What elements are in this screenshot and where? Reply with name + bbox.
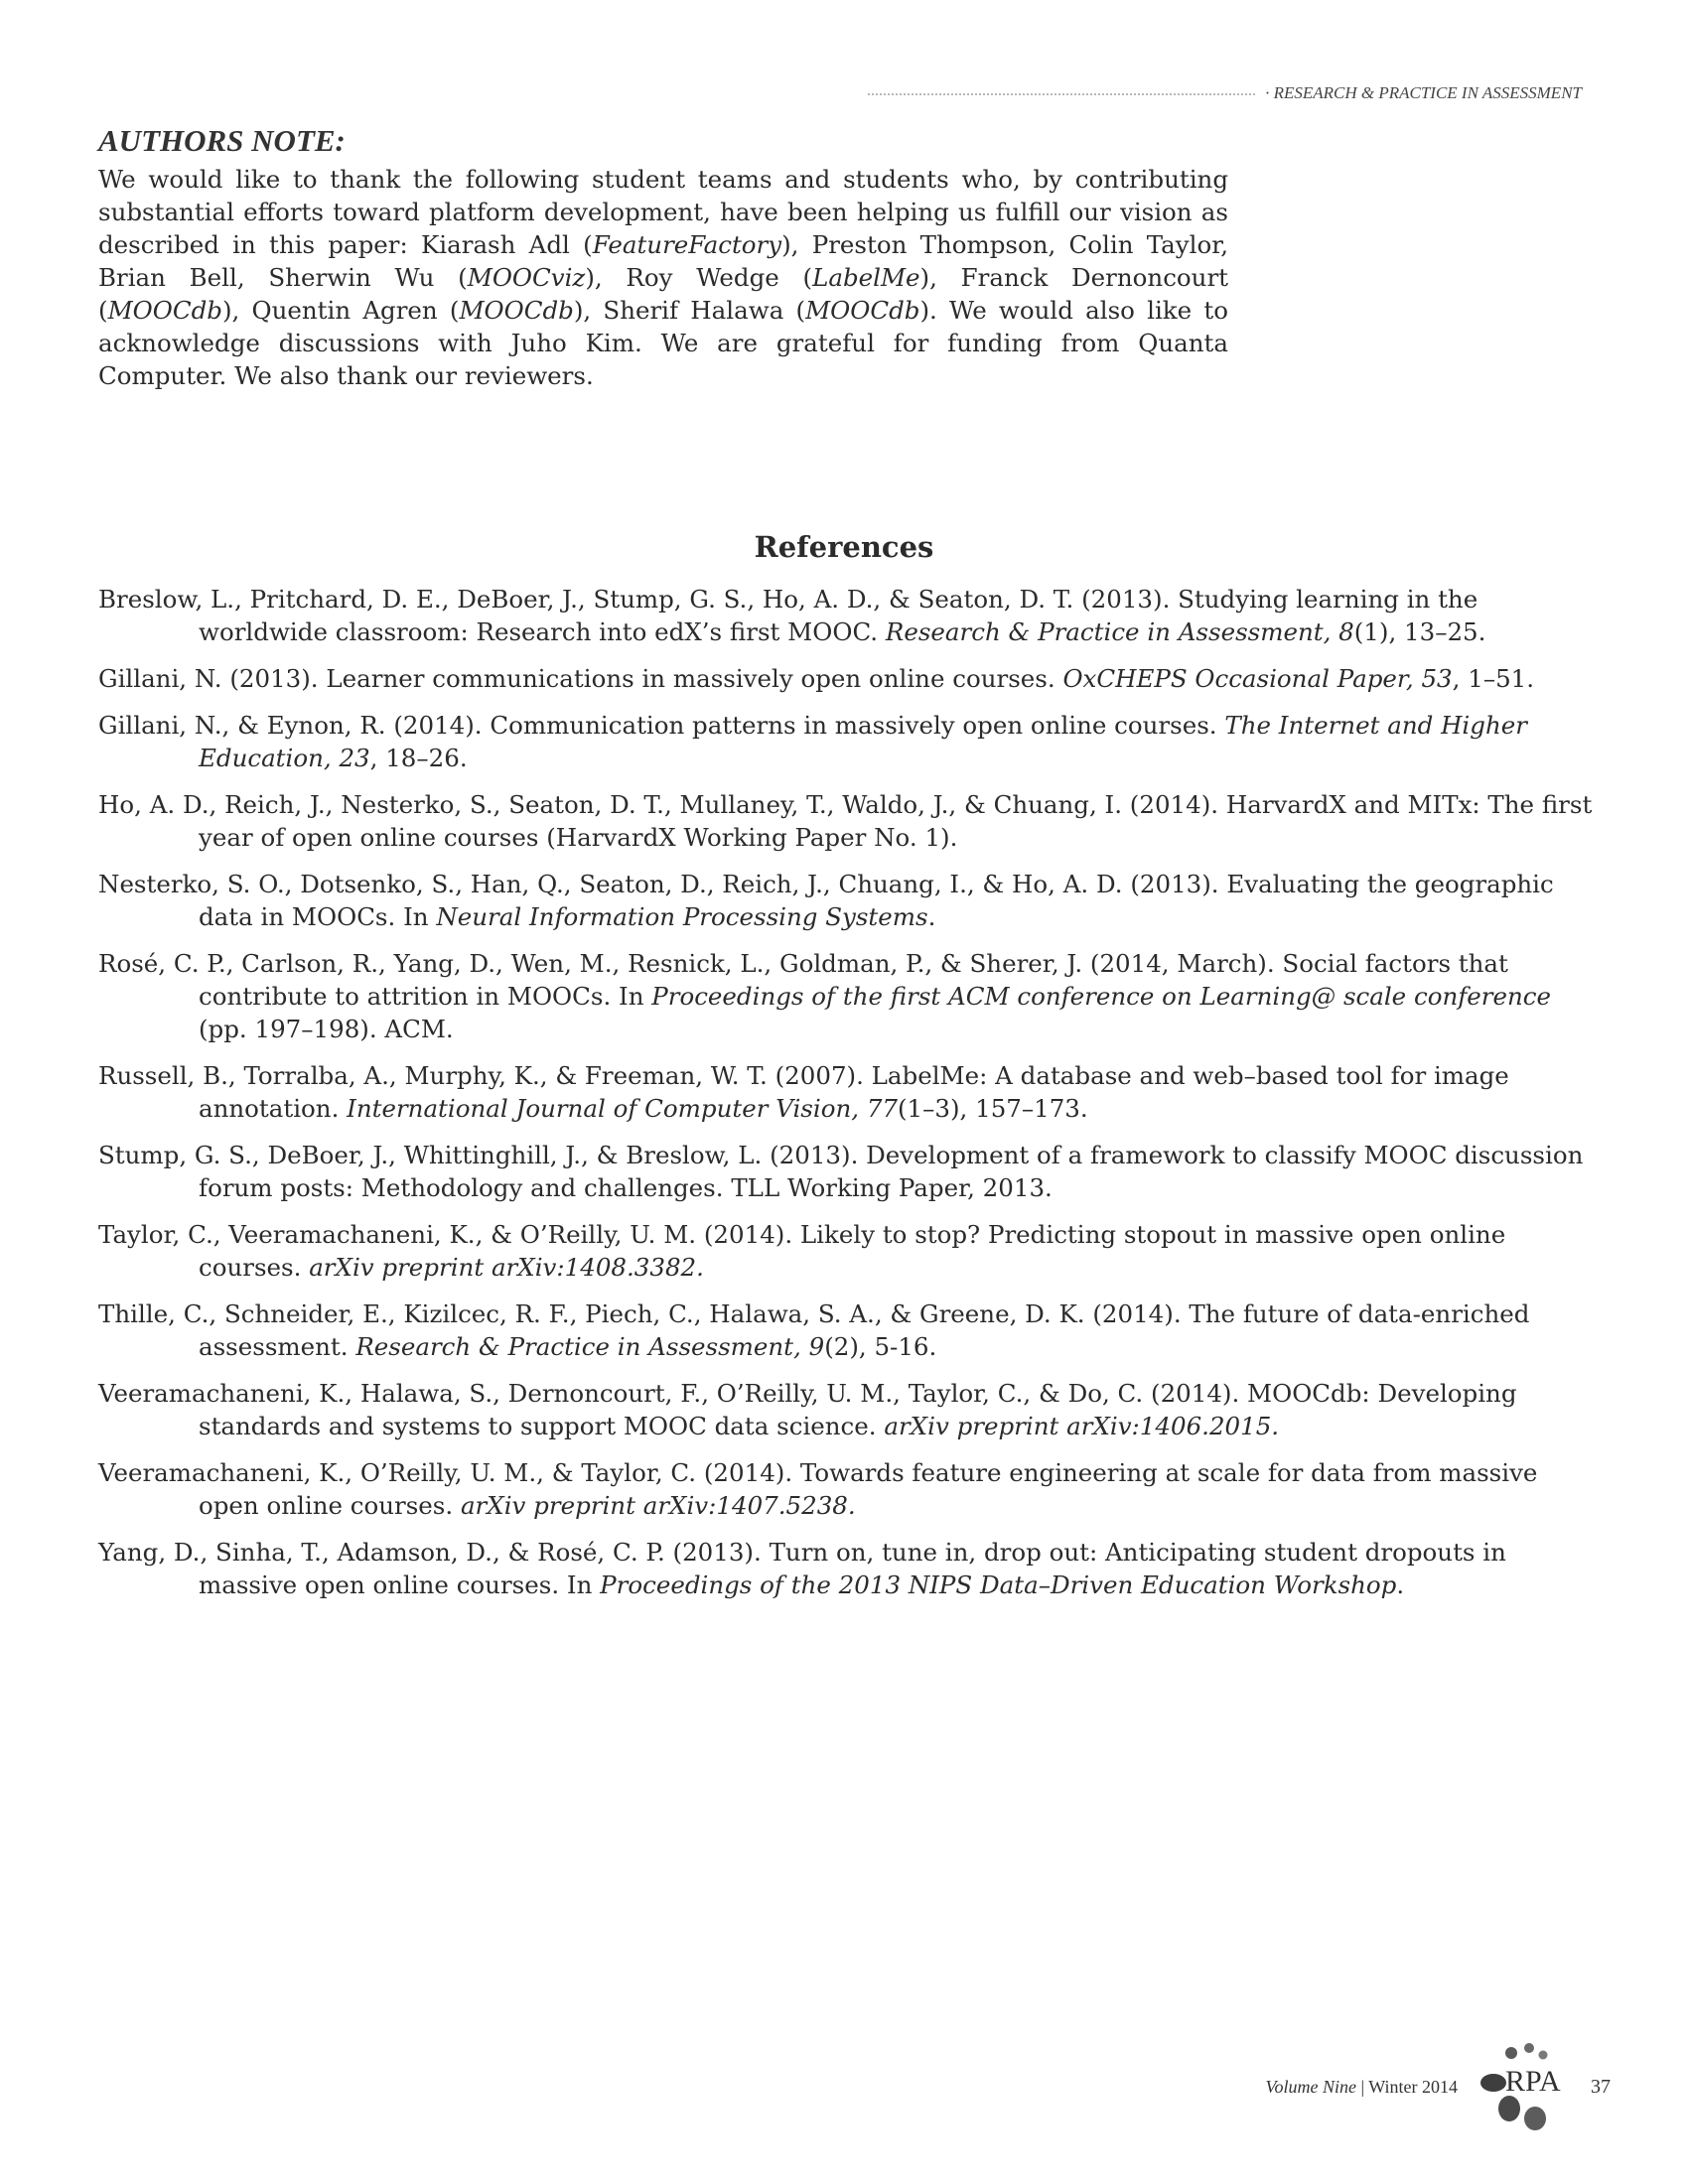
volume-season: Winter 2014: [1368, 2076, 1458, 2097]
reference-entry: [98, 662, 1598, 695]
text-segment: (1–3), 157–173.: [898, 1094, 1088, 1123]
italic-text-segment: MOOCdb: [459, 296, 574, 325]
authors-note-title: AUTHORS NOTE:: [98, 123, 346, 158]
italic-text-segment: MOOCviz: [467, 263, 586, 292]
text-segment: ), Franck Dernoncourt (: [98, 263, 1229, 325]
text-segment: ), Preston Thompson, Colin Taylor, Brian Bell, Sherwin Wu (: [98, 230, 1229, 292]
italic-text-segment: MOOCdb: [107, 296, 222, 325]
text-segment: Gillani, N. (2013). Learner communications in massively open online courses.: [98, 664, 1063, 693]
text-segment: .: [1396, 1570, 1405, 1599]
italic-text-segment: Proceedings of the 2013 NIPS Data–Driven Education Workshop: [600, 1570, 1397, 1599]
text-segment: Rosé, C. P., Carlson, R., Yang, D., Wen, M., Resnick, L., Goldman, P., & Sherer, J. (2014, March). Social factors that contribute to attrition in MOOCs. In: [98, 949, 1508, 1011]
italic-text-segment: International Journal of Computer Vision, 77: [347, 1094, 898, 1123]
reference-list: [98, 583, 1598, 1615]
reference-entry: [98, 1456, 1598, 1522]
text-segment: Stump, G. S., DeBoer, J., Whittinghill, J., & Breslow, L. (2013). Development of a framework to classify MOOC discussion forum posts: Methodology and challenges. TLL Working Paper, 2013.: [98, 1141, 1584, 1202]
text-segment: ), Quentin Agren (: [221, 296, 460, 325]
volume-info: [1265, 2077, 1458, 2098]
text-segment: (pp. 197–198). ACM.: [199, 1015, 454, 1043]
text-segment: Breslow, L., Pritchard, D. E., DeBoer, J., Stump, G. S., Ho, A. D., & Seaton, D. T. (2013). Studying learning in the worldwide classroom: Research into edX’s first MOOC.: [98, 585, 1478, 646]
text-segment: Yang, D., Sinha, T., Adamson, D., & Rosé, C. P. (2013). Turn on, tune in, drop out: Anticipating student dropouts in massive open online courses. In: [98, 1538, 1506, 1599]
text-segment: (1), 13–25.: [1353, 617, 1486, 646]
italic-text-segment: arXiv preprint arXiv:1406.2015.: [884, 1412, 1280, 1440]
italic-text-segment: LabelMe: [812, 263, 920, 292]
text-segment: Thille, C., Schneider, E., Kizilcec, R. F., Piech, C., Halawa, S. A., & Greene, D. K. (2014). The future of data-enriched assessment.: [98, 1299, 1530, 1361]
text-segment: ), Roy Wedge (: [585, 263, 813, 292]
reference-entry: [98, 1536, 1598, 1601]
reference-entry: [98, 1059, 1598, 1125]
text-segment: ), Sherif Halawa (: [573, 296, 806, 325]
italic-text-segment: OxCHEPS Occasional Paper, 53: [1062, 664, 1453, 693]
text-segment: Taylor, C., Veeramachaneni, K., & O’Reilly, U. M. (2014). Likely to stop? Predicting stopout in massive open online courses.: [98, 1220, 1506, 1282]
references-title: References: [754, 530, 934, 564]
rpa-logo: [1477, 2039, 1571, 2134]
italic-text-segment: Proceedings of the first ACM conference on Learning@ scale conference: [651, 982, 1551, 1011]
italic-text-segment: The Internet and Higher Education, 23: [199, 711, 1527, 772]
reference-entry: [98, 1377, 1598, 1442]
reference-entry: [98, 947, 1598, 1045]
italic-text-segment: Research & Practice in Assessment, 8: [885, 617, 1354, 646]
text-segment: Veeramachaneni, K., Halawa, S., Dernoncourt, F., O’Reilly, U. M., Taylor, C., & Do, C. (2014). MOOCdb: Developing standards and systems to support MOOC data science.: [98, 1379, 1517, 1440]
text-segment: We would like to thank the following student teams and students who, by contributing substantial efforts toward platform development, have been helping us fulfill our vision as described in this paper: Kiarash Adl (: [98, 165, 1228, 259]
reference-entry: [98, 1297, 1598, 1363]
page-footer: [1265, 2039, 1611, 2134]
text-segment: , 1–51.: [1452, 664, 1535, 693]
text-segment: (2), 5-16.: [824, 1332, 937, 1361]
journal-name: · RESEARCH & PRACTICE IN ASSESSMENT: [1265, 83, 1582, 102]
running-header: [868, 83, 1582, 103]
authors-note: [98, 123, 1228, 392]
reference-entry: [98, 583, 1598, 648]
italic-text-segment: arXiv preprint arXiv:1408.3382.: [309, 1253, 704, 1282]
text-segment: ). We would also like to acknowledge discussions with Juho Kim. We are grateful for funding from Quanta Computer. We also thank our reviewers.: [98, 296, 1228, 390]
reference-entry: [98, 868, 1598, 933]
text-segment: .: [927, 902, 936, 931]
text-segment: Veeramachaneni, K., O’Reilly, U. M., & Taylor, C. (2014). Towards feature engineering at scale for data from massive open online courses.: [98, 1458, 1538, 1520]
text-segment: Nesterko, S. O., Dotsenko, S., Han, Q., Seaton, D., Reich, J., Chuang, I., & Ho, A. D. (2013). Evaluating the geographic data in MOOCs. In: [98, 870, 1554, 931]
text-segment: Gillani, N., & Eynon, R. (2014). Communication patterns in massively open online courses.: [98, 711, 1225, 740]
italic-text-segment: Neural Information Processing Systems: [436, 902, 928, 931]
logo-text: RPA: [1505, 2065, 1561, 2098]
reference-entry: [98, 1139, 1598, 1204]
text-segment: Russell, B., Torralba, A., Murphy, K., & Freeman, W. T. (2007). LabelMe: A database and web–based tool for image annotation.: [98, 1061, 1509, 1123]
page-number: 37: [1591, 2075, 1611, 2098]
italic-text-segment: FeatureFactory: [592, 230, 782, 259]
italic-text-segment: Research & Practice in Assessment, 9: [355, 1332, 825, 1361]
volume-name: Volume Nine: [1265, 2076, 1356, 2097]
reference-entry: [98, 1218, 1598, 1284]
italic-text-segment: arXiv preprint arXiv:1407.5238.: [460, 1491, 856, 1520]
reference-entry: [98, 788, 1598, 854]
reference-entry: [98, 709, 1598, 774]
text-segment: Ho, A. D., Reich, J., Nesterko, S., Seaton, D. T., Mullaney, T., Waldo, J., & Chuang, I. (2014). HarvardX and MITx: The first year of open online courses (HarvardX Working Paper No. 1).: [98, 790, 1593, 852]
italic-text-segment: MOOCdb: [805, 296, 920, 325]
header-dotted-rule: [868, 93, 1255, 95]
authors-note-body: [98, 163, 1228, 392]
volume-separator: |: [1355, 2076, 1369, 2097]
text-segment: , 18–26.: [369, 744, 468, 772]
